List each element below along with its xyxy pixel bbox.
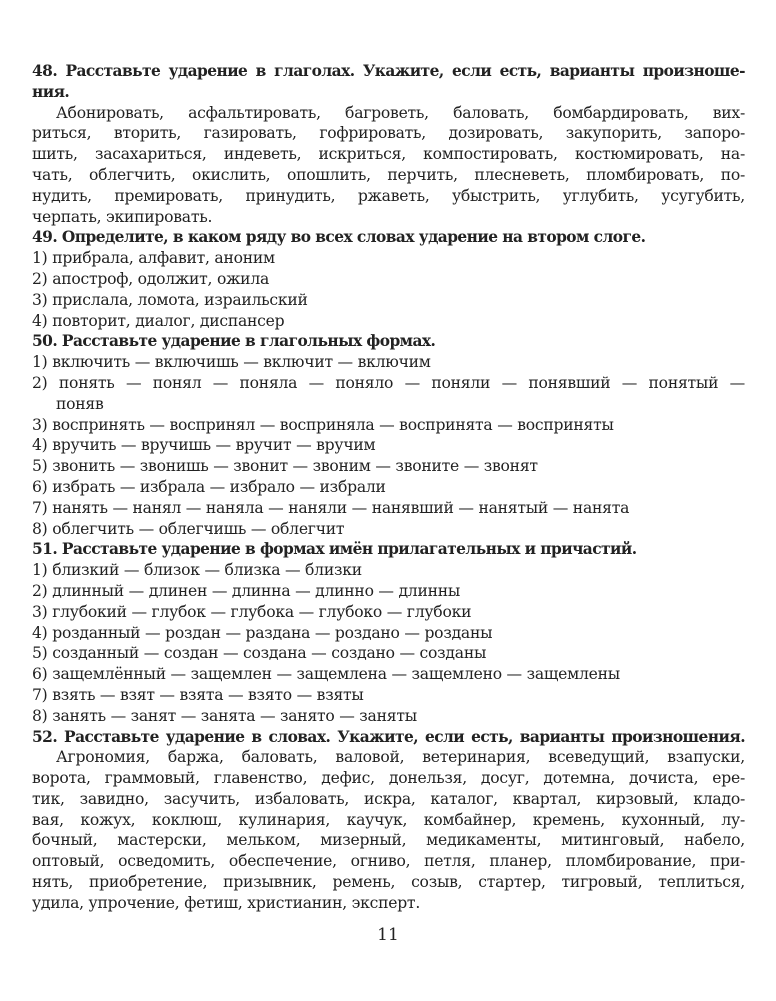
- text-line: Агрономия, баржа, баловать, валовой, ветеринария, всеведущий, взапуски,: [56, 748, 745, 767]
- exercise-heading-line: 51. Расставьте ударение в формах имён прилагательных и причастий.: [32, 540, 637, 559]
- text-line: 4) повторит, диалог, диспансер: [32, 311, 285, 330]
- text-line: 7) нанять — нанял — наняла — наняли — нанявший — нанятый — нанята: [32, 498, 630, 517]
- text-line: нудить, премировать, принудить, ржаветь, убыстрить, углубить, усугубить,: [32, 186, 745, 205]
- exercise-heading-line: 50. Расставьте ударение в глагольных формах.: [32, 332, 436, 351]
- text-line: 8) облегчить — облегчишь — облегчит: [32, 519, 345, 538]
- text-line: удила, упрочение, фетиш, христианин, эксперт.: [32, 893, 421, 912]
- exercise-51: [32, 539, 745, 726]
- text-line: 1) близкий — близок — близка — близки: [32, 561, 362, 580]
- text-line: 3) глубокий — глубок — глубока — глубоко — глубоки: [32, 602, 472, 621]
- page-number: 11: [377, 925, 399, 945]
- exercise-heading-line: 52. Расставьте ударение в словах. Укажите, если есть, варианты произношения.: [32, 727, 745, 746]
- text-line: Абонировать, асфальтировать, багроветь, баловать, бомбардировать, вих-: [56, 103, 745, 122]
- text-line: 1) включить — включишь — включит — включим: [32, 353, 431, 372]
- exercise-52: [32, 727, 745, 914]
- text-line: 2) апостроф, одолжит, ожила: [32, 269, 270, 288]
- exercise-heading-line: ния.: [32, 82, 70, 101]
- exercise-50: [32, 331, 745, 539]
- text-line: 3) воспринять — воспринял — восприняла — воспринята — восприняты: [32, 415, 614, 434]
- text-line: 2) длинный — длинен — длинна — длинно — длинны: [32, 581, 461, 600]
- text-line: 8) занять — занят — занята — занято — заняты: [32, 706, 417, 725]
- text-line: черпать, экипировать.: [32, 207, 213, 226]
- text-line: нять, приобретение, призывник, ремень, созыв, стартер, тигровый, теплиться,: [32, 873, 745, 892]
- text-line: поняв: [56, 394, 104, 413]
- text-line: 6) избрать — избрала — избрало — избрали: [32, 477, 386, 496]
- text-line: 3) прислала, ломота, израильский: [32, 290, 308, 309]
- text-line: бочный, мастерски, мельком, мизерный, медикаменты, митинговый, набело,: [32, 831, 745, 850]
- text-line: ворота, граммовый, главенство, дефис, донельзя, досуг, дотемна, дочиста, ере-: [32, 769, 745, 788]
- exercise-heading-line: 49. Определите, в каком ряду во всех словах ударение на втором слоге.: [32, 228, 646, 247]
- text-line: шить, засахариться, индеветь, искриться, компостировать, костюмировать, на-: [32, 145, 745, 164]
- exercise-48: [32, 61, 745, 227]
- text-line: риться, вторить, газировать, гофрировать, дозировать, закупорить, запоро-: [32, 124, 745, 143]
- text-line: 5) звонить — звонишь — звонит — звоним — звоните — звонят: [32, 457, 538, 476]
- text-line: 6) защемлённый — защемлен — защемлена — защемлено — защемлены: [32, 665, 620, 684]
- text-line: 1) прибрала, алфавит, аноним: [32, 249, 275, 268]
- text-line: 4) вручить — вручишь — вручит — вручим: [32, 436, 376, 455]
- text-line: 7) взять — взят — взята — взято — взяты: [32, 685, 364, 704]
- page-body: [32, 61, 745, 914]
- text-line: 5) созданный — создан — создана — создано — созданы: [32, 644, 487, 663]
- exercise-heading-line: 48. Расставьте ударение в глаголах. Укажите, если есть, варианты произноше-: [32, 62, 745, 80]
- exercise-49: [32, 227, 745, 331]
- text-line: 2) понять — понял — поняла — поняло — поняли — понявший — понятый —: [32, 373, 745, 392]
- text-line: вая, кожух, коклюш, кулинария, каучук, комбайнер, кремень, кухонный, лу-: [32, 810, 745, 829]
- text-line: 4) розданный — роздан — раздана — роздано — розданы: [32, 623, 493, 642]
- text-line: чать, облегчить, окислить, опошлить, перчить, плесневеть, пломбировать, по-: [32, 165, 745, 184]
- text-line: оптовый, осведомить, обеспечение, огниво, петля, планер, пломбирование, при-: [32, 852, 745, 871]
- text-line: тик, завидно, засучить, избаловать, искра, каталог, квартал, кирзовый, кладо-: [32, 789, 745, 808]
